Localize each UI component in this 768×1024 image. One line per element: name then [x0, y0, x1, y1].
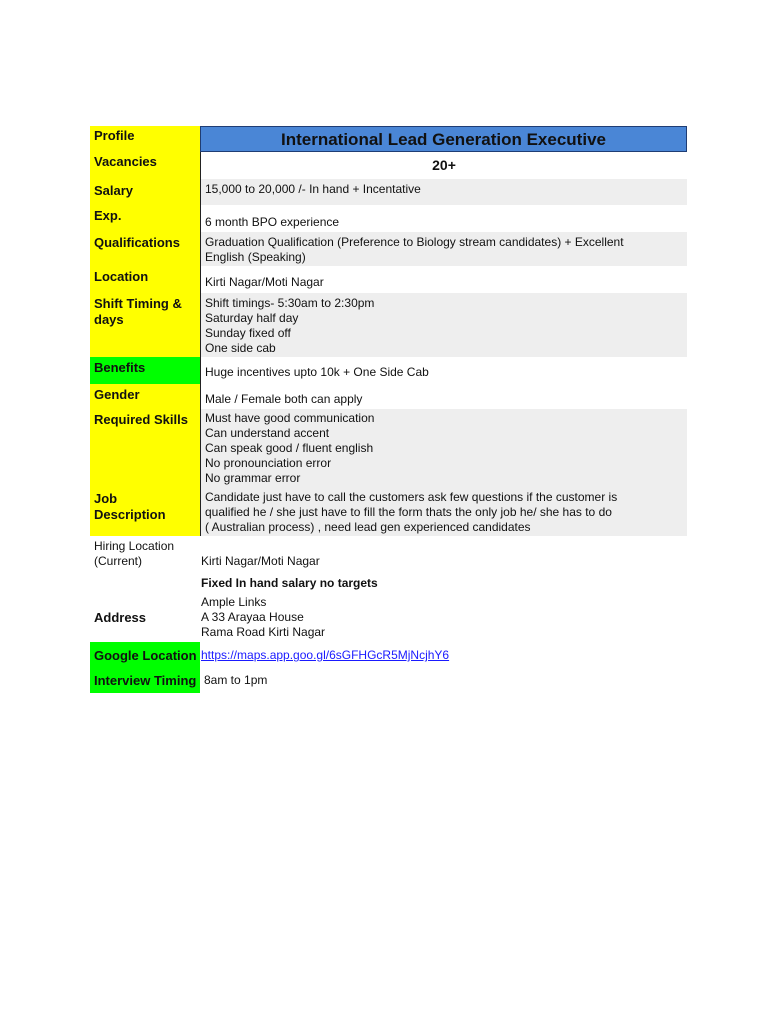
job-description-value — [200, 488, 687, 536]
job-label-line: Description — [94, 507, 166, 522]
benefits-label: Benefits — [90, 357, 200, 384]
interview-timing-value: 8am to 1pm — [200, 669, 687, 693]
qualifications-value — [200, 232, 687, 266]
qualifications-label: Qualifications — [90, 232, 200, 266]
row-salary — [90, 179, 687, 205]
row-required-skills — [90, 409, 687, 488]
profile-label: Profile — [90, 126, 200, 152]
address-label: Address — [90, 592, 200, 642]
fixed-note-spacer — [90, 572, 200, 592]
required-skills-value — [200, 409, 687, 488]
gender-value: Male / Female both can apply — [200, 384, 687, 409]
skill-line: No pronounciation error — [205, 456, 332, 470]
shift-line: Shift timings- 5:30am to 2:30pm — [205, 296, 375, 310]
row-profile — [90, 126, 687, 152]
row-benefits — [90, 357, 687, 384]
row-vacancies — [90, 152, 687, 179]
job-line: ( Australian process) , need lead gen experienced candidates — [205, 520, 531, 534]
required-skills-label: Required Skills — [90, 409, 200, 488]
address-value — [200, 592, 687, 642]
row-hiring-location — [90, 536, 687, 572]
job-line: Candidate just have to call the customers ask few questions if the customer is — [205, 490, 618, 504]
exp-label: Exp. — [90, 205, 200, 232]
qualifications-line: Graduation Qualification (Preference to Biology stream candidates) + Excellent — [205, 235, 624, 249]
row-gender — [90, 384, 687, 409]
skill-line: Can understand accent — [205, 426, 330, 440]
job-posting-sheet — [90, 126, 687, 693]
shift-timing-label — [90, 293, 200, 357]
row-address — [90, 592, 687, 642]
shift-label-line: Shift Timing & — [94, 296, 182, 311]
location-value: Kirti Nagar/Moti Nagar — [200, 266, 687, 293]
qualifications-line: English (Speaking) — [205, 250, 306, 264]
row-qualifications — [90, 232, 687, 266]
location-label: Location — [90, 266, 200, 293]
interview-timing-label: Interview Timing — [90, 669, 200, 693]
fixed-salary-note: Fixed In hand salary no targets — [200, 572, 687, 592]
benefits-value: Huge incentives upto 10k + One Side Cab — [200, 357, 687, 384]
hiring-location-label — [90, 536, 200, 572]
row-job-description — [90, 488, 687, 536]
exp-value: 6 month BPO experience — [200, 205, 687, 232]
job-description-label — [90, 488, 200, 536]
address-line: Ample Links — [201, 595, 267, 609]
row-location — [90, 266, 687, 293]
hiring-label-line: (Current) — [94, 554, 143, 568]
job-line: qualified he / she just have to fill the form thats the only job he/ she has to do — [205, 505, 612, 519]
job-label-line: Job — [94, 491, 118, 506]
vacancies-value: 20+ — [200, 152, 687, 179]
shift-label-line: days — [94, 312, 124, 327]
address-line: Rama Road Kirti Nagar — [201, 625, 326, 639]
shift-line: Saturday half day — [205, 311, 299, 325]
address-line: A 33 Arayaa House — [201, 610, 304, 624]
vacancies-label: Vacancies — [90, 152, 200, 179]
profile-title: International Lead Generation Executive — [200, 126, 687, 152]
row-google-location — [90, 642, 687, 669]
skill-line: No grammar error — [205, 471, 301, 485]
row-fixed-note — [90, 572, 687, 592]
google-location-value — [200, 642, 687, 669]
gender-label: Gender — [90, 384, 200, 409]
shift-line: One side cab — [205, 341, 276, 355]
google-location-label: Google Location — [90, 642, 200, 669]
skill-line: Must have good communication — [205, 411, 375, 425]
row-exp — [90, 205, 687, 232]
shift-timing-value — [200, 293, 687, 357]
salary-label: Salary — [90, 179, 200, 205]
salary-value: 15,000 to 20,000 /- In hand + Incentative — [200, 179, 687, 205]
skill-line: Can speak good / fluent english — [205, 441, 374, 455]
hiring-label-line: Hiring Location — [94, 539, 175, 553]
google-maps-link[interactable]: https://maps.app.goo.gl/6sGFHGcR5MjNcjhY6 — [201, 648, 450, 662]
shift-line: Sunday fixed off — [205, 326, 291, 340]
row-shift-timing — [90, 293, 687, 357]
hiring-location-value: Kirti Nagar/Moti Nagar — [200, 536, 687, 572]
row-interview-timing — [90, 669, 687, 693]
